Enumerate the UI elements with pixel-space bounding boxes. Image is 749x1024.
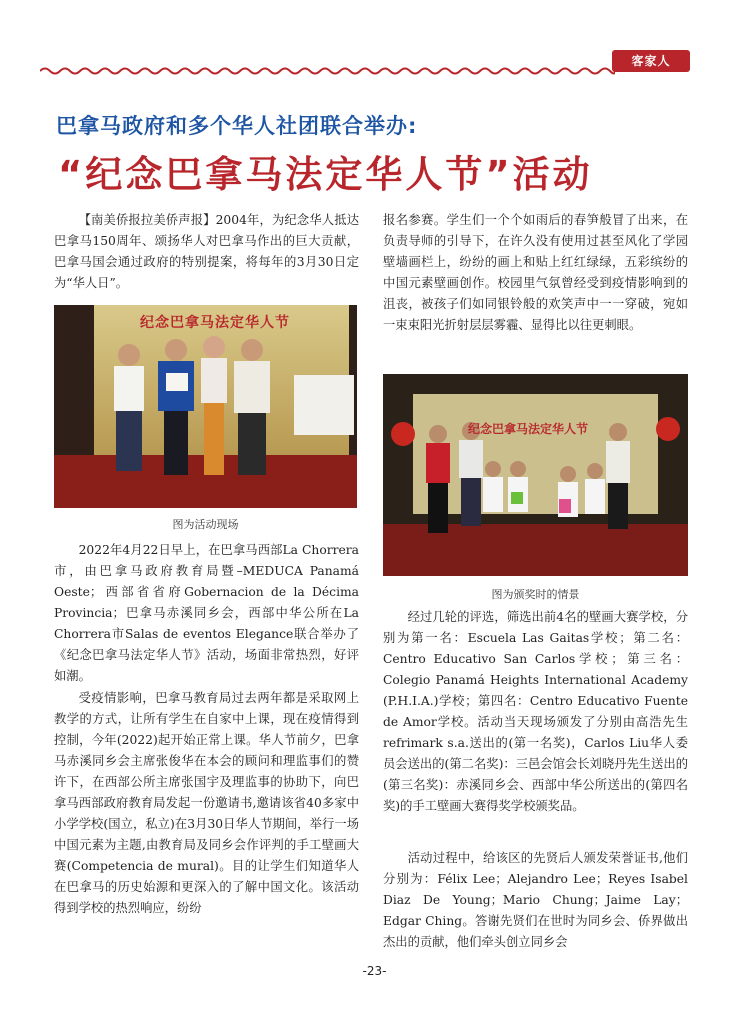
photo-2-caption: 图为颁奖时的情景 — [491, 588, 580, 601]
paragraph-event: 2022年4月22日早上，在巴拿马西部La Chorrera市，由巴拿马政府教育局暨–MEDUCA Panamá Oeste；西部省省府Gobernacion de la Décima Provincia；巴拿马赤溪同乡会，西部中华公所在La Chorrera市Salas de eventos Elegance联合举办了《纪念巴拿马法定华人节》活动，场面非常热烈，好评如潮。 — [54, 543, 359, 683]
page-number: -23- — [362, 964, 387, 978]
paragraph-intro: 【南美侨报拉美侨声报】2004年，为纪念华人抵达巴拿马150周年、颂扬华人对巴拿马作出的巨大贡献，巴拿马国会通过政府的特别提案，将每年的3月30日定为“华人日”。 — [54, 213, 359, 290]
paragraph-honors: 活动过程中，给该区的先贤后人颁发荣誉证书,他们分别为：Félix Lee；Alejandro Lee；Reyes Isabel Diaz De Young；Mario Chung；Jaime Lay；Edgar Ching。答谢先贤们在世时为同乡会、侨界做出杰出的贡献，他们牵头创立同乡会 — [383, 851, 688, 949]
article-subtitle: 巴拿马政府和多个华人社团联合举办: — [56, 114, 418, 138]
paragraph-background: 受疫情影响，巴拿马教育局过去两年都是采取网上教学的方式，让所有学生在自家中上课，现在疫情得到控制，今年(2022)起开始正常上课。华人节前夕，巴拿马赤溪同乡会主席张俊华在本会的顾问和理监事们的赞许下，在西部公所主席张国宇及理监事的协助下，向巴拿马西部政府教育局发起一份邀请书,邀请该省40多家中小学学校(国立，私立)在3月30日华人节期间，举行一场中国元素为主题,由教育局及同乡会作评判的手工壁画大赛(Competencia de mural)。目的让学生们知道华人在巴拿马的历史始源和更深入的了解中国文化。该活动得到学校的热烈响应，纷纷 — [54, 691, 359, 915]
article-title: “纪念巴拿马法定华人节”活动 — [58, 153, 593, 196]
section-badge: 客家人 — [612, 50, 690, 72]
paragraph-winners: 经过几轮的评选，筛选出前4名的壁画大赛学校，分别为第一名：Escuela Las Gaitas学校；第二名：Centro Educativo San Carlos学校；第三名：Colegio Panamá Heights International Academy (P.H.I.A.)学校；第四名：Centro Educativo Fuente de Amor学校。活动当天现场颁发了分别由高浩先生refrimark s.a.送出的(第一名奖)，Carlos Liu华人委员会送出的(第二名奖)：三邑会馆会长刘晓丹先生送出的(第三名奖)：赤溪同乡会、西部中华公所送出的(第四名奖)的手工壁画大赛得奖学校颁奖品。 — [383, 610, 688, 813]
event-photo-1 — [54, 305, 357, 508]
photo-1-banner: 纪念巴拿马法定华人节 — [140, 315, 290, 331]
photo-2-banner: 纪念巴拿马法定华人节 — [468, 422, 589, 436]
photo-1-caption: 图为活动现场 — [172, 518, 239, 531]
header-wave-line — [40, 66, 615, 76]
paragraph-participation: 报名参赛。学生们一个个如雨后的春笋般冒了出来，在负责导师的引导下，在许久没有使用过甚至风化了学园壁墙画栏上，纷纷的画上和贴上红红绿绿，五彩缤纷的中国元素壁画创作。校园里气氛曾经受到疫情影响到的沮丧，被孩子们如同银铃般的欢笑声中一一穿破，宛如一束束阳光折射层层雾霾、显得比以往更刺眼。 — [383, 213, 688, 332]
event-photo-2 — [383, 374, 688, 576]
